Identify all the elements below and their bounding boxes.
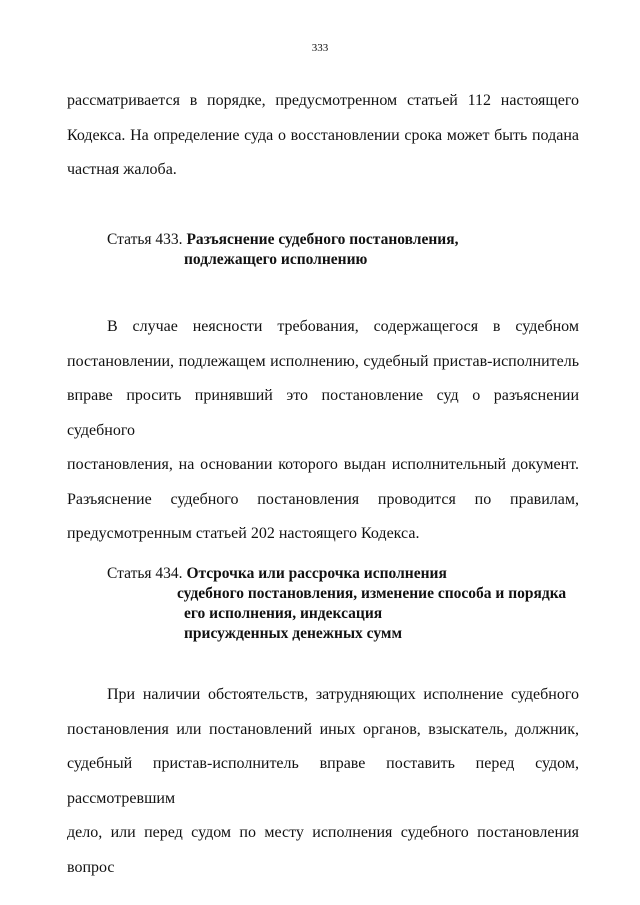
text-line: рассматривается в порядке, предусмотренном статьей 112 настоящего (67, 92, 579, 109)
text-line: судебный пристав-исполнитель вправе поставить перед судом, рассмотревшим (67, 755, 579, 807)
article-number: Статья 434. (107, 565, 183, 582)
article-title-continued: его исполнения, индексация (184, 605, 383, 622)
text-line: постановлении, подлежащем исполнению, судебный пристав-исполнитель (67, 352, 579, 370)
text-line: дело, или перед судом по месту исполнения судебного постановления вопрос (67, 824, 579, 876)
article-title-continued: подлежащего исполнению (184, 251, 368, 268)
paragraph-continuation (67, 84, 579, 188)
article-number: Статья 433. (107, 231, 183, 248)
article-title: Отсрочка или рассрочка исполнения (186, 565, 447, 582)
text-line: частная жалоба. (67, 161, 177, 178)
article-title: Разъяснение судебного постановления, (186, 231, 459, 248)
article-433-body (67, 310, 579, 552)
article-title-continued: присужденных денежных сумм (184, 625, 403, 642)
text-line: При наличии обстоятельств, затрудняющих исполнение судебного (107, 686, 579, 703)
text-line: Кодекса. На определение суда о восстановлении срока может быть подана (67, 126, 579, 144)
article-434-body (67, 678, 579, 885)
article-title-continued: судебного постановления, изменение способа и порядка (177, 585, 567, 602)
text-line: Разъяснение судебного постановления проводится по правилам, (67, 490, 579, 508)
text-line: постановления, на основании которого выдан исполнительный документ. (67, 456, 579, 473)
text-line: В случае неясности требования, содержащегося в судебном (107, 318, 579, 335)
text-line: постановления или постановлений иных органов, взыскатель, должник, (67, 720, 579, 738)
text-line: предусмотренным статьей 202 настоящего Кодекса. (67, 525, 420, 542)
text-line: вправе просить принявший это постановление суд о разъяснении судебного (67, 387, 579, 439)
article-433-heading (107, 230, 459, 270)
article-434-heading (107, 564, 566, 644)
page-number: 333 (311, 42, 329, 54)
